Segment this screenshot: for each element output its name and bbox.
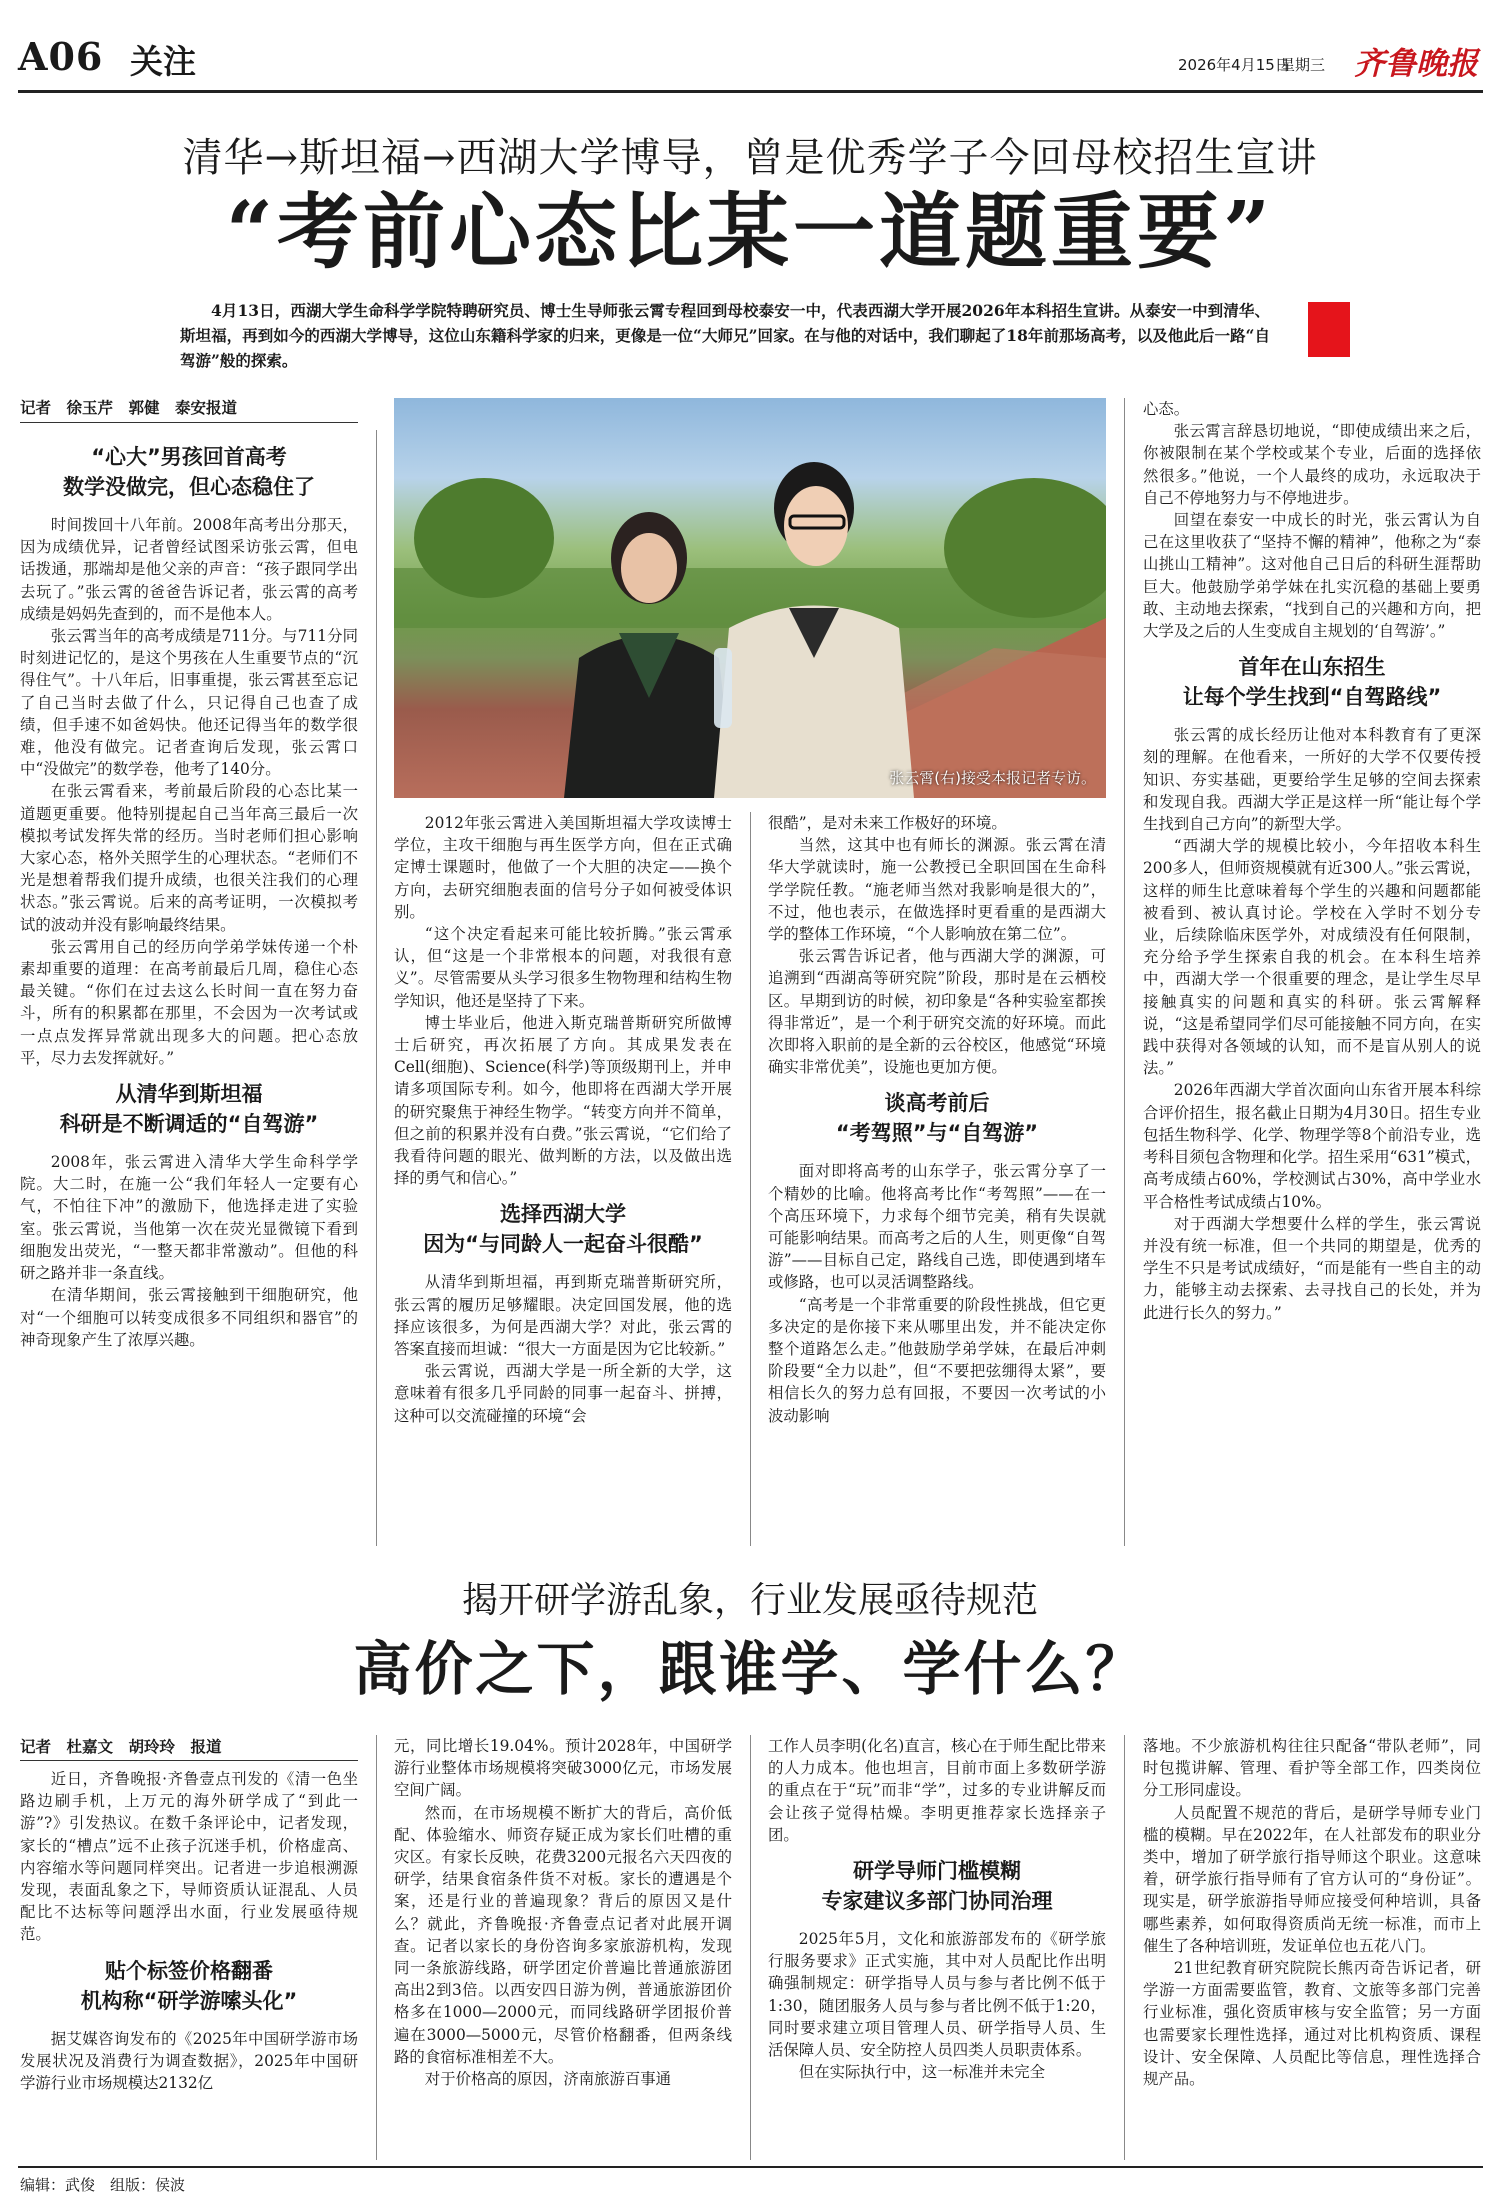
footer-editor: 编辑：武俊 组版：侯波 (20, 2176, 186, 2194)
page-number: A06 (18, 34, 104, 79)
paragraph: 对于西湖大学想要什么样的学生，张云霄说并没有统一标准，但一个共同的期望是，优秀的学生不只是考试成绩好，“而是能有一些自主的动力，能够主动去探索、去寻找自己的长处，并为此进行长久的努力。” (1143, 1214, 1481, 1322)
subheading-line: 专家建议多部门协同治理 (821, 1889, 1053, 1914)
paragraph: 在清华期间，张云霄接触到干细胞研究，他对“一个细胞可以转变成很多不同组织和器官”的神奇现象产生了浓厚兴趣。 (20, 1286, 358, 1349)
paragraph: 博士毕业后，他进入斯克瑞普斯研究所做博士后研究，再次拓展了方向。其成果发表在Cell(细胞)、Science(科学)等顶级期刊上，并申请多项国际专利。如今，他即将在西湖大学开展的研究聚焦于神经生物学。“转变方向并不简单，但之前的积累并没有白费。”张云霄说，“它们给了我看待问题的眼光、做判断的方法，以及做出选择的勇气和信心。” (394, 1013, 732, 1188)
article1-byline: 记者 徐玉芹 郭健 泰安报道 (20, 399, 238, 417)
subheading-line: 机构称“研学游嗦头化” (80, 1988, 298, 2013)
article1-photo (394, 398, 1106, 798)
paragraph: “这个决定看起来可能比较折腾。”张云霄承认，但“这是一个非常根本的问题，对我很有意义”。尽管需要从头学习很多生物物理和结构生物学知识，他还是坚持了下来。 (394, 925, 732, 1010)
paragraph: 张云霄告诉记者，他与西湖大学的渊源，可追溯到“西湖高等研究院”阶段，那时是在云栖校区。早期到访的时候，初印象是“各种实验室都挨得非常近”，是一个利于研究交流的好环境。而此次即将入职前的是全新的云谷校区，他感觉“环境确实非常优美”，设施也更加方便。 (768, 947, 1106, 1077)
article2-kicker: 揭开研学游乱象，行业发展亟待规范 (461, 1580, 1038, 1621)
paragraph: 对于价格高的原因，济南旅游百事通 (424, 2070, 672, 2089)
paragraph: 近日，齐鲁晚报·齐鲁壹点刊发的《清一色坐路边刷手机，上万元的海外研学成了“到此一游”?》引发热议。在数千条评论中，记者发现，家长的“槽点”远不止孩子沉迷手机，价格虚高、内容缩水等问题同样突出。记者进一步追根溯源发现，表面乱象之下，导师资质认证混乱、人员配比不达标等问题浮出水面，行业发展亟待规范。 (20, 1770, 358, 1944)
subheading-line: 因为“与同龄人一起奋斗很酷” (423, 1232, 703, 1257)
issue-date: 2026年4月15日 (1178, 56, 1290, 74)
subheading-line: 数学没做完，但心态稳住了 (63, 475, 315, 499)
paragraph: 元，同比增长19.04%。预计2028年，中国研学游行业整体市场规模将突破3000亿元，市场发展空间广阔。 (394, 1737, 732, 1800)
paragraph: 面对即将高考的山东学子，张云霄分享了一个精妙的比喻。他将高考比作“考驾照”——在一个高压环境下，力求每个细节完美，稍有失误就可能影响结果。而高考之后的人生，则更像“自驾游”——目标自己定，路线自己选，即使遇到堵车或修路，也可以灵活调整路线。 (768, 1162, 1106, 1292)
subheading (1143, 652, 1481, 712)
subheading-line: “考驾照”与“自驾游” (835, 1121, 1039, 1146)
paragraph: 但在实际执行中，这一标准并未完全 (798, 2063, 1046, 2082)
paragraph: 据艾媒咨询发布的《2025年中国研学游市场发展状况及消费行为调查数据》，2025年中国研学游行业市场规模达2132亿 (20, 2029, 358, 2093)
issue-weekday: 星期三 (1280, 56, 1326, 74)
article1-column-4 (1143, 398, 1481, 1546)
article1-title: “考前心态比某一道题重要” (225, 184, 1275, 280)
byline-rule (20, 422, 358, 423)
subheading (20, 442, 358, 502)
column-divider (750, 812, 751, 1546)
subheading-line: 研学导师门槛模糊 (853, 1859, 1021, 1884)
paragraph: 心态。 (1143, 400, 1190, 418)
article2-column-2 (394, 1735, 732, 2160)
article2-title: 高价之下，跟谁学、学什么？ (353, 1635, 1147, 1703)
subheading-line: 让每个学生找到“自驾路线” (1182, 685, 1442, 710)
article2-column-4 (1143, 1735, 1481, 2160)
paragraph: 从清华到斯坦福，再到斯克瑞普斯研究所，张云霄的履历足够耀眼。决定回国发展，他的选择应该很多，为何是西湖大学？对此，张云霄的答案直接而坦诚：“很大一方面是因为它比较新。” (394, 1273, 732, 1359)
paragraph: 2012年张云霄进入美国斯坦福大学攻读博士学位，主攻干细胞与再生医学方向，但在正式确定博士课题时，他做了一个大胆的决定——换个方向，去研究细胞表面的信号分子如何被受体识别。 (394, 814, 732, 921)
lead-red-block (1308, 302, 1350, 357)
paragraph: 张云霄的成长经历让他对本科教育有了更深刻的理解。在他看来，一所好的大学不仅要传授知识、夯实基础，更要给学生足够的空间去探索和发现自我。西湖大学正是这样一所“能让每个学生找到自己方向”的新型大学。 (1143, 726, 1481, 834)
subheading (394, 1199, 732, 1259)
column-divider (1124, 1735, 1125, 2160)
header-rule (18, 90, 1483, 93)
subheading (768, 1856, 1106, 1916)
paragraph: 在张云霄看来，考前最后阶段的心态比某一道题更重要。他特别提起自己当年高三最后一次模拟考试发挥失常的经历。当时老师们担心影响大家心态，格外关照学生的心理状态。“老师们不光是想着帮我们提升成绩，也很关注我们的心理状态。”张云霄说。后来的高考证明，一次模拟考试的波动并没有影响最终结果。 (20, 782, 358, 934)
article2-column-3 (768, 1735, 1106, 2160)
photo-illustration (394, 398, 1106, 798)
paragraph: 然而，在市场规模不断扩大的背后，高价低配、体验缩水、师资存疑正成为家长们吐槽的重灾区。有家长反映，花费3200元报名六天四夜的研学，结果食宿条件货不对板。家长的遭遇是个案，还是行业的普遍现象？背后的原因又是什么？就此，齐鲁晚报·齐鲁壹点记者对此展开调查。记者以家长的身份咨询多家旅游机构，发现同一条旅游线路，研学团定价普遍比普通旅游团高出2到3倍。以西安四日游为例，普通旅游团价格多在1000—2000元，而同线路研学团报价普遍在3000—5000元，尽管价格翻番，但两条线路的食宿标准相差不大。 (394, 1803, 732, 2066)
column-divider (1124, 398, 1125, 1546)
photo-caption: 张云霄(右)接受本报记者专访。 (889, 769, 1096, 787)
column-divider (750, 1735, 751, 2160)
paragraph: “西湖大学的规模比较小，今年招收本科生200多人，但师资规模就有近300人。”张云霄说，这样的师生比意味着每个学生的兴趣和问题都能被看到、被认真讨论。学校在入学时不划分专业，后续除临床医学外，对成绩没有任何限制，充分给予学生探索自我的机会。在本科生培养中，西湖大学一个很重要的理念，是让学生尽早接触真实的问题和真实的科研。张云霄解释说，“这是希望同学们尽可能接触不同方向，在实践中获得对各领域的认知，而不是盲从别人的说法。” (1143, 837, 1481, 1078)
subheading-line: “心大”男孩回首高考 (91, 445, 287, 469)
paragraph: 很酷”，是对未来工作极好的环境。 (768, 814, 1007, 832)
section-name: 关注 (130, 42, 196, 81)
subheading-line: 科研是不断调适的“自驾游” (59, 1112, 319, 1137)
paragraph: 人员配置不规范的背后，是研学导师专业门槛的模糊。早在2022年，在人社部发布的职业分类中，增加了研学旅行指导师这个职业。这意味着，研学旅行指导师有了官方认可的“身份证”。现实是，研学旅游指导师应接受何种培训，具备哪些素养，如何取得资质尚无统一标准，而市上催生了各种培训班，发证单位也五花八门。 (1143, 1803, 1481, 1955)
paragraph: 张云霄当年的高考成绩是711分。与711分同时刻进记忆的，是这个男孩在人生重要节点的“沉得住气”。十八年后，旧事重提，张云霄甚至忘记了自己当时去做了什么，只记得自己也查了成绩，但手速不如爸妈快。他还记得当年的数学很难，他没有做完。记者查询后发现，张云霄口中“没做完”的数学卷，他考了140分。 (20, 627, 358, 779)
newspaper-logo: 齐鲁晚报 (1354, 46, 1478, 82)
paragraph: 当然，这其中也有师长的渊源。张云霄在清华大学就读时，施一公教授已全职回国在生命科学学院任教。“施老师当然对我影响是很大的”，不过，他也表示，在做选择时更看重的是西湖大学的整体工作环境，“个人影响放在第二位”。 (768, 836, 1106, 944)
subheading-line: 从清华到斯坦福 (115, 1082, 263, 1107)
paragraph: 2026年西湖大学首次面向山东省开展本科综合评价招生，报名截止日期为4月30日。招生专业包括生物科学、化学、物理学等8个前沿专业，选考科目须包含物理和化学。招生采用“631”模式，高考成绩占60%，学校测试占30%，高中学业水平合格性考试成绩占10%。 (1143, 1081, 1481, 1211)
paragraph: 张云霄说，西湖大学是一所全新的大学，这意味着有很多几乎同龄的同事一起奋斗、拼搏，这种可以交流碰撞的环境“会 (394, 1362, 732, 1425)
paragraph: 2025年5月，文化和旅游部发布的《研学旅行服务要求》正式实施，其中对人员配比作出明确强制规定：研学指导人员与参与者比例不低于1:30，随团服务人员与参与者比例不低于1:20，同时要求建立项目管理人员、研学指导人员、生活保障人员、安全防控人员四类人员职责体系。 (768, 1930, 1106, 2060)
paragraph: 张云霄用自己的经历向学弟学妹传递一个朴素却重要的道理：在高考前最后几周，稳住心态最关键。“你们在过去这么长时间一直在努力奋斗，所有的积累都在那里，不会因为一次考试或一点点发挥异常就出现多大的问题。把心态放平，尽力去发挥就好。” (20, 937, 358, 1067)
paragraph: 时间拨回十八年前。2008年高考出分那天，因为成绩优异，记者曾经试图采访张云霄，但电话拨通，那端却是他父亲的声音：“孩子跟同学出去玩了。”张云霄的爸爸告诉记者，张云霄的高考成绩是妈妈先查到的，而不是他本人。 (20, 516, 358, 623)
subheading-line: 首年在山东招生 (1238, 655, 1386, 680)
column-divider (376, 1735, 377, 2160)
article1-lead: 4月13日，西湖大学生命科学学院特聘研究员、博士生导师张云霄专程回到母校泰安一中，代表西湖大学开展2026年本科招生宣讲。从泰安一中到清华、斯坦福，再到如今的西湖大学博导，这位山东籍科学家的归来，更像是一位“大师兄”回家。在与他的对话中，我们聊起了18年前那场高考，以及他此后一路“自驾游”般的探索。 (180, 301, 1270, 370)
subheading-line: 谈高考前后 (884, 1091, 990, 1116)
paragraph: 2008年，张云霄进入清华大学生命科学学院。大二时，在施一公“我们年轻人一定要有心气，不怕往下冲”的激励下，他选择走进了实验室。张云霄说，当他第一次在荧光显微镜下看到细胞发出荧光，“一整天都非常激动”。但他的科研之路并非一条直线。 (20, 1153, 358, 1283)
paragraph: 落地。不少旅游机构往往只配备“带队老师”，同时包揽讲解、管理、看护等全部工作，四类岗位分工形同虚设。 (1143, 1737, 1481, 1800)
article2-column-1 (20, 1768, 358, 2160)
paragraph: 张云霄言辞恳切地说，“即使成绩出来之后，你被限制在某个学校或某个专业，后面的选择依然很多。”他说，一个人最终的成功，永远取决于自己不停地努力与不停地进步。 (1143, 422, 1481, 507)
subheading (768, 1088, 1106, 1148)
article1-column-1 (20, 432, 358, 1546)
page-header (18, 28, 1483, 88)
paragraph: 21世纪教育研究院院长熊丙奇告诉记者，研学游一方面需要监管，教育、文旅等多部门完善行业标准，强化资质审核与安全监管；另一方面也需要家长理性选择，通过对比机构资质、课程设计、安全保障、人员配比等信息，理性选择合规产品。 (1143, 1959, 1481, 2089)
paragraph: “高考是一个非常重要的阶段性挑战，但它更多决定的是你接下来从哪里出发，并不能决定你整个道路怎么走。”他鼓励学弟学妹，在最后冲刺阶段要“全力以赴”，但“不要把弦绷得太紧”，要相信长久的努力总有回报，不要因一次考试的小波动影响 (768, 1295, 1106, 1425)
byline-rule (20, 1760, 358, 1761)
subheading (20, 1956, 358, 2016)
paragraph: 工作人员李明(化名)直言，核心在于师生配比带来的人力成本。他也坦言，目前市面上多数研学游的重点在于“玩”而非“学”，过多的专业讲解反而会让孩子觉得枯燥。李明更推荐家长选择亲子团。 (768, 1737, 1106, 1844)
subheading (20, 1079, 358, 1139)
article1-column-3 (768, 812, 1106, 1546)
column-divider (376, 430, 377, 1546)
article2-byline: 记者 杜嘉文 胡玲玲 报道 (20, 1738, 222, 1756)
subheading-line: 贴个标签价格翻番 (105, 1958, 273, 1983)
subheading-line: 选择西湖大学 (500, 1202, 626, 1227)
paragraph: 回望在泰安一中成长的时光，张云霄认为自己在这里收获了“坚持不懈的精神”，他称之为“泰山挑山工精神”。这对他自己日后的科研生涯帮助巨大。他鼓励学弟学妹在扎实沉稳的基础上要勇敢、主动地去探索，“找到自己的兴趣和方向，把大学及之后的人生变成自主规划的‘自驾游’。” (1143, 511, 1481, 641)
article1-kicker: 清华→斯坦福→西湖大学博导，曾是优秀学子今回母校招生宣讲 (182, 135, 1318, 181)
footer-rule (18, 2166, 1483, 2168)
article1-column-2 (394, 812, 732, 1546)
